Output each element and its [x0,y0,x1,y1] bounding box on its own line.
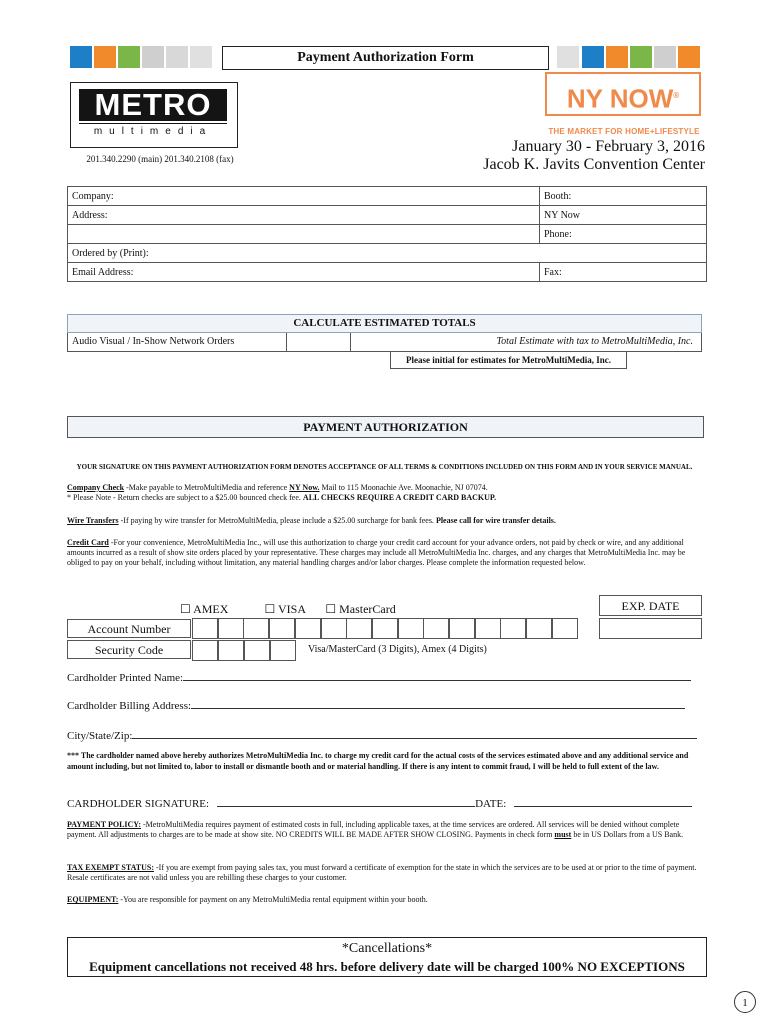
calculate-totals-section [67,314,702,352]
tax-exempt-text: -If you are exempt from paying sales tax, you must forward a certificate of exemption for the state in which the services are to be used at or prior to the time of payment. Resale certificates are not valid unless you are rebilling these charges to your customer. [67,863,697,882]
equipment-paragraph [67,895,707,905]
city-state-zip-line[interactable] [67,729,707,742]
company-check-address: Mail to 115 Moonachie Ave. Moonachie, NJ 07074. [319,483,488,492]
total-estimate-label: Total Estimate with tax to MetroMultiMedia, Inc. [496,336,693,347]
account-digit-box[interactable] [243,618,269,639]
mastercard-checkbox[interactable]: ☐ MasterCard [325,602,396,616]
payment-policy-title: PAYMENT POLICY: [67,820,142,829]
billing-address-line[interactable] [67,699,707,712]
security-code-digit-box[interactable] [244,640,270,661]
cardholder-authorization-note: *** The cardholder named above hereby authorizes MetroMultiMedia Inc. to charge my credit card for the actual costs of the services estimated above and any additional service and amount including, but not limited to, labor to install or dismantle booth and or material handling. If there is any intent to commit fraud, I will be held to full extent of the law. [67,751,689,771]
account-number-label: Account Number [67,619,191,638]
credit-card-title: Credit Card [67,538,109,547]
color-square-orange-right [606,46,628,68]
city-state-zip-label: City/State/Zip: [67,730,133,742]
account-digit-box[interactable] [500,618,526,639]
color-square-green [118,46,140,68]
page-number: 1 [734,991,756,1013]
ny-now-tagline: THE MARKET FOR HOME+LIFESTYLE [548,127,700,136]
account-digit-box[interactable] [552,618,578,639]
metro-multimedia-logo [70,82,238,148]
contact-info-table [67,186,707,282]
printed-name-label: Cardholder Printed Name: [67,672,184,684]
tax-exempt-paragraph [67,863,707,883]
account-digit-box[interactable] [423,618,449,639]
address-line-2-field[interactable] [68,225,540,244]
amex-checkbox[interactable]: ☐ AMEX [180,602,229,616]
color-square-green-right [630,46,652,68]
check-note: * Please Note - Return checks are subject to a $25.00 bounced check fee. [67,493,303,502]
email-field[interactable]: Email Address: [68,263,540,282]
security-code-digit-box[interactable] [218,640,244,661]
account-digit-box[interactable] [599,618,702,639]
color-square-orange-right-2 [678,46,700,68]
av-orders-label: Audio Visual / In-Show Network Orders [72,336,235,347]
calc-divider [286,333,287,351]
color-square-gray-2 [166,46,188,68]
color-square-blue-right [582,46,604,68]
calculate-totals-heading: CALCULATE ESTIMATED TOTALS [67,314,702,333]
metro-logo-text: METRO [79,89,227,121]
billing-address-label: Cardholder Billing Address: [67,700,192,712]
equipment-title: EQUIPMENT: [67,895,119,904]
show-reference: NY Now. [289,483,320,492]
company-check-paragraph [67,483,707,503]
form-title: Payment Authorization Form [222,46,549,70]
company-check-title: Company Check [67,483,125,492]
account-digit-box[interactable] [372,618,398,639]
payment-policy-must: must [554,830,572,839]
wire-transfer-title: Wire Transfers [67,516,119,525]
visa-checkbox[interactable]: ☐ VISA [264,602,306,616]
check-backup-note: ALL CHECKS REQUIRE A CREDIT CARD BACKUP. [302,493,497,502]
event-details [440,138,705,174]
account-digit-box[interactable] [346,618,372,639]
ny-now-logo-text: NY NOW [566,83,674,114]
show-name-cell: NY Now [540,206,707,225]
credit-card-text: -For your convenience, MetroMultiMedia Inc., will use this authorization to charge your credit card account for your advance orders, not paid by check or wire, and any additional amounts incurred as a result of show site orders placed by your representative. These charges may include all MetroMultiMedia Inc. charges, and any charges that MetroMultiMedia Inc. may be obliged to pay on your behalf, including without limitation, any material handling charges and/or labor charges. Please complete the information requested below. [67,538,686,567]
credit-card-paragraph [67,538,707,568]
payment-policy-text-end: be in US Dollars from a US Bank. [571,830,684,839]
security-code-label: Security Code [67,640,191,659]
equipment-text: -You are responsible for payment on any MetroMultiMedia rental equipment within your booth. [118,895,428,904]
signature-line[interactable] [67,797,707,810]
security-code-digit-box[interactable] [270,640,296,661]
exp-date-label: EXP. DATE [599,595,702,616]
cancellation-text: Equipment cancellations not received 48 hrs. before delivery date will be charged 100% NO EXCEPTIONS [89,959,685,974]
color-square-blue [70,46,92,68]
fax-field[interactable]: Fax: [540,263,707,282]
color-square-gray-right [654,46,676,68]
wire-transfer-paragraph [67,516,707,526]
cancellation-box [67,937,707,977]
wire-transfer-text: -If paying by wire transfer for MetroMultiMedia, please include a $25.00 surcharge for bank fees. [118,516,436,525]
event-venue: Jacob K. Javits Convention Center [483,156,705,173]
date-label: DATE: [475,798,507,810]
calc-divider [350,333,351,351]
booth-field[interactable]: Booth: [540,187,707,206]
signature-label: CARDHOLDER SIGNATURE: [67,798,210,810]
initial-estimates-field[interactable]: Please initial for estimates for MetroMultiMedia, Inc. [390,351,627,369]
registered-mark: ® [673,91,680,100]
signature-acceptance-note: YOUR SIGNATURE ON THIS PAYMENT AUTHORIZATION FORM DENOTES ACCEPTANCE OF ALL TERMS & CONDITIONS INCLUDED ON THIS FORM AND IN YOUR SERVICE MANUAL. [76,463,693,471]
company-check-text: -Make payable to MetroMultiMedia and reference [124,483,290,492]
ny-now-logo [545,72,701,116]
security-code-digit-box[interactable] [192,640,218,661]
account-digit-box[interactable] [192,618,218,639]
account-digit-box[interactable] [218,618,244,639]
ordered-by-field[interactable]: Ordered by (Print): [68,244,707,263]
payment-policy-paragraph [67,820,707,840]
tax-exempt-title: TAX EXEMPT STATUS: [67,863,154,872]
signature-blank[interactable] [217,797,475,807]
account-digit-box[interactable] [449,618,475,639]
date-blank[interactable] [514,797,692,807]
cancellation-title: *Cancellations* [341,941,433,956]
account-digit-box[interactable] [295,618,321,639]
calc-row [67,333,702,352]
security-code-hint: Visa/MasterCard (3 Digits), Amex (4 Digits) [308,644,487,655]
contact-phones: 201.340.2290 (main) 201.340.2108 (fax) [86,154,234,164]
address-field[interactable]: Address: [68,206,540,225]
color-square-gray-right-2 [557,46,579,68]
account-digit-box[interactable] [475,618,501,639]
color-square-gray-3 [190,46,212,68]
city-state-zip-blank[interactable] [132,729,697,739]
phone-field[interactable]: Phone: [540,225,707,244]
card-type-options [180,602,600,617]
payment-authorization-heading: PAYMENT AUTHORIZATION [67,416,704,438]
event-dates: January 30 - February 3, 2016 [512,138,705,155]
metro-logo-subtext: multimedia [79,123,227,138]
wire-transfer-call: Please call for wire transfer details. [435,516,556,525]
company-field[interactable]: Company: [68,187,540,206]
account-digit-box[interactable] [321,618,347,639]
color-square-gray [142,46,164,68]
account-digit-box[interactable] [398,618,424,639]
printed-name-blank[interactable] [183,671,691,681]
billing-address-blank[interactable] [191,699,685,709]
color-square-orange [94,46,116,68]
account-digit-box[interactable] [269,618,295,639]
account-digit-box[interactable] [526,618,552,639]
printed-name-line[interactable] [67,671,707,684]
payment-policy-text: -MetroMultiMedia requires payment of estimated costs in full, including applicable taxes, at the time services are ordered. All services will be denied without complete payment. All adjustments to charges are to be made at show site. NO CREDITS WILL BE MADE AFTER SHOW CLOSING. Payments in check form [67,820,680,839]
